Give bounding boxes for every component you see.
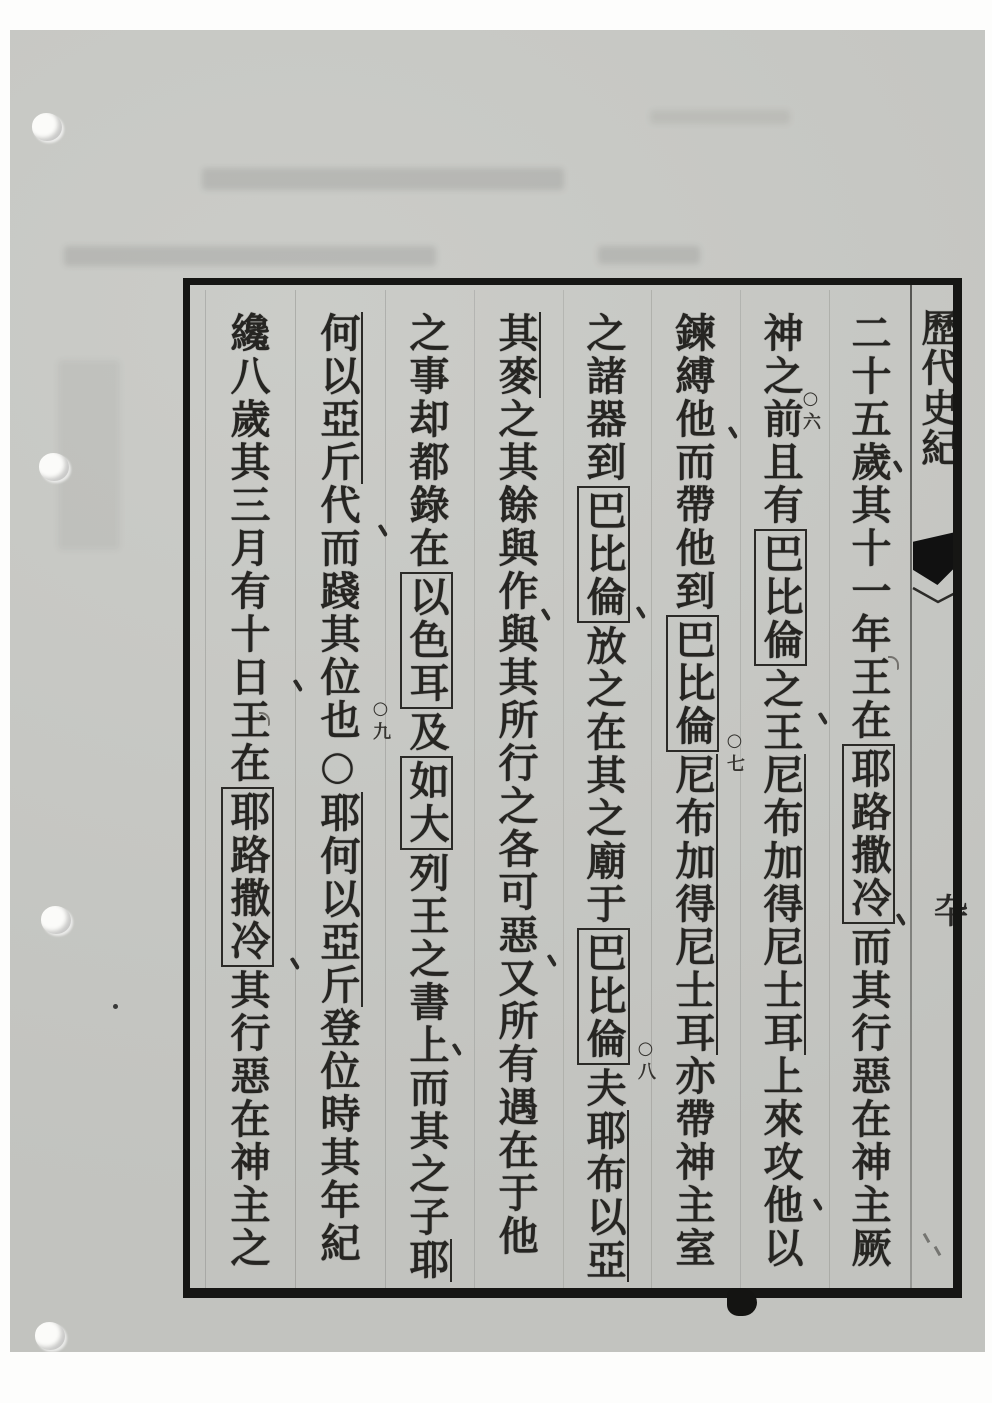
verse-number-annotation: ○七 bbox=[724, 730, 745, 775]
page-border-frame bbox=[183, 278, 962, 1298]
plain-text: 二十五歲其十一年王在 bbox=[845, 312, 892, 742]
plain-text: 登位時其年紀 bbox=[314, 1007, 361, 1265]
punch-hole bbox=[39, 453, 69, 481]
place-name-box: 巴比倫 bbox=[577, 486, 630, 623]
plain-text: 代而踐其位也○ bbox=[314, 484, 361, 792]
plain-text: 列王之書上而其之子 bbox=[403, 852, 450, 1239]
scan-smudge bbox=[598, 246, 700, 264]
place-name-box: 以色耳 bbox=[400, 572, 453, 709]
person-name-marked: 尼布加得尼士耳 bbox=[757, 754, 804, 1055]
person-name-marked: 尼布加得尼士耳 bbox=[669, 754, 716, 1055]
verse-number-annotation: ○九 bbox=[370, 698, 391, 743]
plain-text: 及 bbox=[403, 711, 450, 754]
plain-text: 亦帶神主室 bbox=[669, 1055, 716, 1270]
place-name-box: 巴比倫 bbox=[577, 928, 630, 1065]
person-name-marked: 其麥 bbox=[492, 312, 539, 398]
ink-speck bbox=[113, 1004, 118, 1009]
partial-margin-char: 卆 bbox=[934, 892, 968, 932]
scan-smudge bbox=[64, 246, 436, 266]
plain-text: 夫 bbox=[580, 1067, 627, 1110]
place-name-box: 巴比倫 bbox=[754, 529, 807, 666]
verse-number-annotation: ○六 bbox=[800, 388, 821, 433]
place-name-box: 巴比倫 bbox=[666, 615, 719, 752]
scan-smudge bbox=[650, 110, 790, 124]
place-name-box: 耶路撒冷 bbox=[842, 744, 895, 924]
plain-text: 之王 bbox=[757, 668, 804, 754]
plain-text: 其行惡在神主之 bbox=[224, 969, 271, 1270]
person-name-marked: 耶何以亞斤 bbox=[314, 792, 361, 1007]
plain-text: 之事却都錄在 bbox=[403, 312, 450, 570]
punch-hole bbox=[35, 1322, 65, 1350]
plain-text: 鍊縛他而帶他到 bbox=[669, 312, 716, 613]
person-name-marked: 耶布以亞 bbox=[580, 1110, 627, 1282]
place-name-box: 耶路撒冷 bbox=[221, 787, 274, 967]
plain-text: 而其行惡在神主厥 bbox=[845, 926, 892, 1270]
plain-text: 之其餘與作與其所行之各可惡又所有遇在于他 bbox=[492, 398, 539, 1258]
punch-hole bbox=[41, 906, 71, 934]
plain-text: 纔八歲其三月有十日王在 bbox=[224, 312, 271, 785]
plain-text: 放之在其之廟于 bbox=[580, 625, 627, 926]
punch-hole bbox=[32, 113, 62, 141]
person-name-marked: 何以亞斤 bbox=[314, 312, 361, 484]
ink-drip bbox=[727, 1288, 757, 1316]
place-name-box: 如大 bbox=[400, 756, 453, 850]
scan-smudge bbox=[58, 360, 120, 550]
scan-smudge bbox=[202, 168, 564, 190]
plain-text: 神之前且有 bbox=[757, 312, 804, 527]
verse-number-annotation: ○八 bbox=[635, 1038, 656, 1083]
plain-text: 上來攻他以 bbox=[757, 1055, 804, 1270]
book-title: 歷代史紀 bbox=[915, 308, 960, 468]
person-name-marked: 耶 bbox=[403, 1239, 450, 1282]
plain-text: 之諸器到 bbox=[580, 312, 627, 484]
